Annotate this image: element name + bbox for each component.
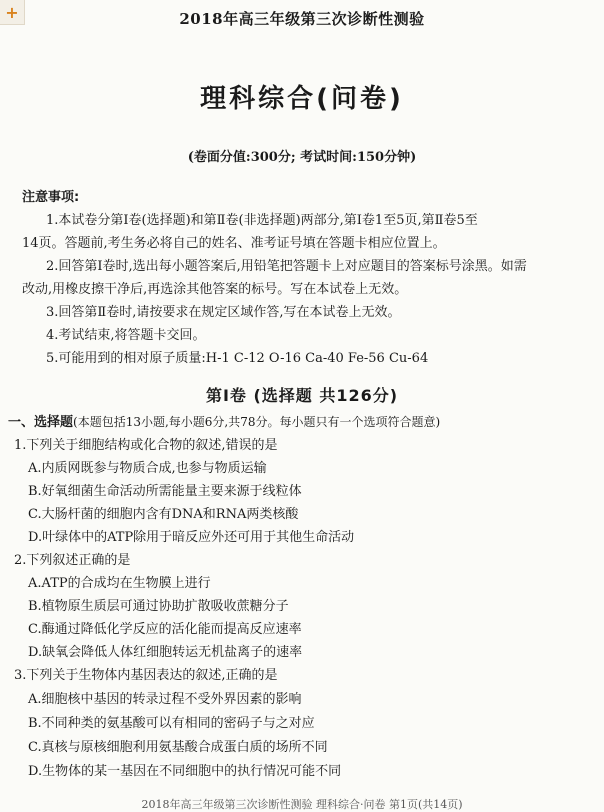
- notes-heading: 注意事项:: [22, 190, 80, 205]
- section-heading: 第Ⅰ卷 (选择题 共126分): [205, 386, 399, 405]
- option: D.生物体的某一基因在不同细胞中的执行情况可能不同: [28, 764, 342, 779]
- add-icon[interactable]: +: [0, 0, 25, 25]
- note-line: 14页。答题前,考生务必将自己的姓名、准考证号填在答题卡相应位置上。: [22, 236, 446, 251]
- option: A.ATP的合成均在生物膜上进行: [28, 576, 211, 591]
- note-line: 2.回答第Ⅰ卷时,选出每小题答案后,用铅笔把答题卡上对应题目的答案标号涂黑。如需: [46, 259, 527, 274]
- part-description: (本题包括13小题,每小题6分,共78分。每小题只有一个选项符合题意): [73, 415, 441, 429]
- note-line: 5.可能用到的相对原子质量:H-1 C-12 O-16 Ca-40 Fe-56 Cu-64: [46, 351, 429, 366]
- question-stem: 2.下列叙述正确的是: [14, 553, 131, 568]
- question-stem: 1.下列关于细胞结构或化合物的叙述,错误的是: [14, 438, 278, 453]
- note-line: 4.考试结束,将答题卡交回。: [46, 328, 206, 343]
- option: C.大肠杆菌的细胞内含有DNA和RNA两类核酸: [28, 507, 299, 522]
- page-footer: 2018年高三年级第三次诊断性测验 理科综合·问卷 第1页(共14页): [141, 798, 463, 811]
- note-line: 改动,用橡皮擦干净后,再选涂其他答案的标号。写在本试卷上无效。: [22, 282, 408, 297]
- option: C.酶通过降低化学反应的活化能而提高反应速率: [28, 622, 302, 637]
- question-stem: 3.下列关于生物体内基因表达的叙述,正确的是: [14, 668, 278, 683]
- option: D.叶绿体中的ATP除用于暗反应外还可用于其他生命活动: [28, 530, 355, 545]
- part-label: [8, 411, 440, 430]
- exam-header: 2018年高三年级第三次诊断性测验: [179, 10, 425, 28]
- option: B.植物原生质层可通过协助扩散吸收蔗糖分子: [28, 599, 289, 614]
- option: A.内质网既参与物质合成,也参与物质运输: [28, 461, 267, 476]
- option: C.真核与原核细胞利用氨基酸合成蛋白质的场所不同: [28, 740, 328, 755]
- part-title: 一、选择题: [8, 415, 74, 430]
- option: B.不同种类的氨基酸可以有相同的密码子与之对应: [28, 716, 315, 731]
- page-title: 理科综合(问卷): [200, 84, 404, 114]
- option: D.缺氧会降低人体红细胞转运无机盐离子的速率: [28, 645, 303, 660]
- exam-info: (卷面分值:300分; 考试时间:150分钟): [187, 150, 417, 165]
- note-line: 3.回答第Ⅱ卷时,请按要求在规定区域作答,写在本试卷上无效。: [46, 305, 401, 320]
- option: A.细胞核中基因的转录过程不受外界因素的影响: [28, 692, 302, 707]
- note-line: 1.本试卷分第Ⅰ卷(选择题)和第Ⅱ卷(非选择题)两部分,第Ⅰ卷1至5页,第Ⅱ卷5至: [46, 213, 478, 228]
- option: B.好氧细菌生命活动所需能量主要来源于线粒体: [28, 484, 302, 499]
